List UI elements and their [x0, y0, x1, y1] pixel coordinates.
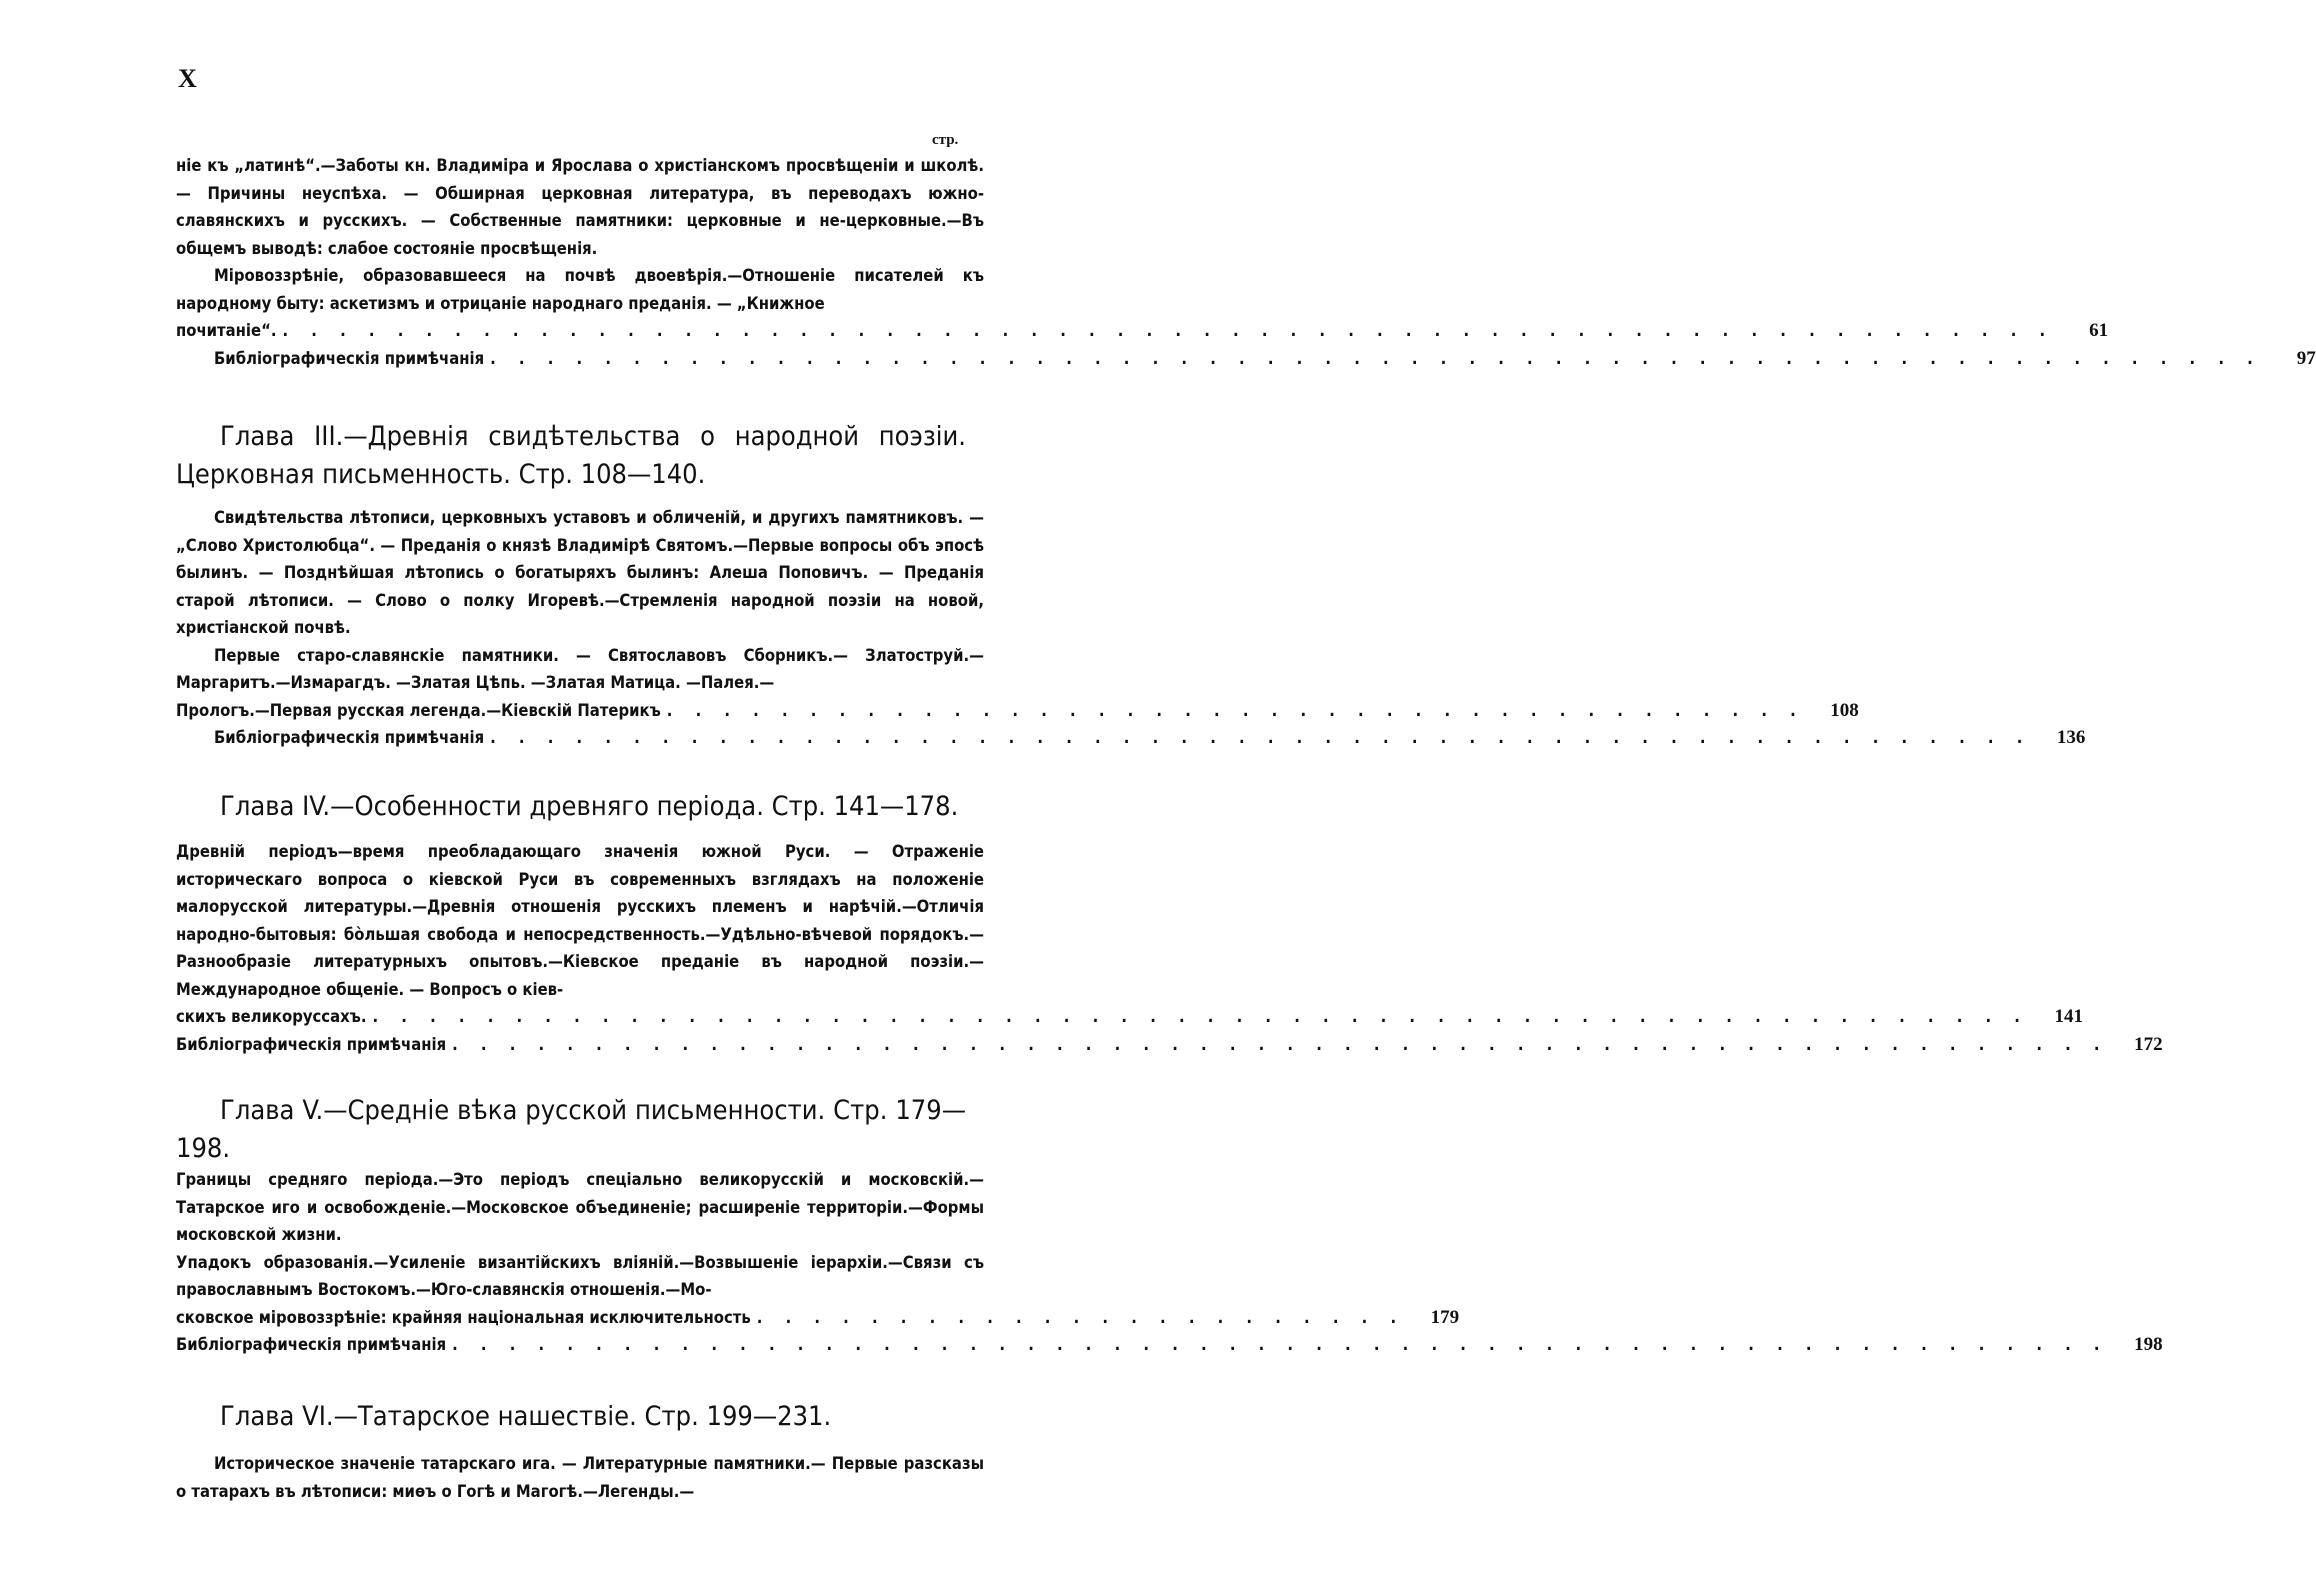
page-number: 141	[2054, 1006, 2083, 1027]
toc-entry-text: Библіографическія примѣчанія	[176, 1034, 447, 1054]
dot-leader: . . . . . . . . . . . . . . . . . . . . . . . . . . . . . . . . . . . . . . . . . . . . . . . . . . . . . .	[490, 728, 2032, 747]
toc-entry-notes	[176, 1331, 2163, 1359]
toc-entry	[176, 317, 2109, 345]
page-number: 136	[2056, 727, 2086, 748]
dot-leader: . . . . . . . . . . . . . . . . . . . . . . . . . . . . . . . . . . . . . . . . . . . . . . . . . . . . . . . . . .	[452, 1335, 2109, 1354]
dot-leader: . . . . . . . . . . . . . . . . . . . . . . .	[756, 1307, 1406, 1327]
toc-entry-notes	[176, 1031, 2163, 1059]
toc-entry	[176, 1304, 1460, 1332]
section-continuation	[176, 152, 2316, 372]
toc-entry	[176, 697, 1859, 725]
toc-entry-text: Библіографическія примѣчанія	[214, 728, 485, 747]
paragraph: Міровоззрѣніе, образовавшееся на почвѣ двоевѣрія.—Отношеніе писателей къ народному быту: аскетизмъ и отрицаніе народнаго преданія. — „Книжное	[176, 266, 984, 313]
paragraph: Древній періодъ—время преобладающаго значенія южной Руси. — Отраженіе историческаго вопроса о кіевской Руси въ современныхъ взглядахъ на положеніе малорусской литературы.—Древнія отношенія русскихъ племенъ и нарѣчій.—Отличія народно-бытовыя: бòльшая свобода и непосредственность.—Удѣльно-вѣчевой порядокъ.—Разнообразіе литературныхъ опытовъ.—Кіевское преданіе въ народной поэзіи.— Международное общеніе. — Вопросъ о кіев-	[176, 842, 984, 999]
paragraph: Первые старо-славянскіе памятники. — Святославовъ Сборникъ.— Златоструй.—Маргаритъ.—Измарагдъ. —Златая Цѣпь. —Златая Матица. —Палея.—	[176, 645, 984, 692]
page-column-label: стр.	[932, 132, 959, 148]
dot-leader: . . . . . . . . . . . . . . . . . . . . . . . . . . . . . . . . . . . . . . . . . . . . . . . . . . . . . . . . . .	[372, 1007, 2029, 1026]
page-number: 179	[1430, 1306, 1460, 1328]
chapter-summary	[176, 504, 2086, 752]
toc-entry-notes	[176, 724, 2086, 752]
toc-entry-text: скихъ великоруссахъ.	[176, 1007, 367, 1026]
chapter-summary	[176, 838, 2163, 1058]
page-number: 108	[1830, 699, 1859, 721]
dot-leader: . . . . . . . . . . . . . . . . . . . . . . . . . . . . . . . . . . . . . . . . . . . . . . . . . . . . . . . . . . . . . .	[490, 348, 2262, 368]
page-number: 198	[2134, 1334, 2163, 1355]
toc-entry-text: Библіографическія примѣчанія	[214, 348, 485, 368]
page-number: 97	[2296, 347, 2316, 369]
toc-entry-text: Библіографическія примѣчанія	[176, 1335, 447, 1354]
chapter-heading: Глава V.—Средніе вѣка русской письменности. Стр. 179—198.	[176, 1095, 966, 1164]
dot-leader: . . . . . . . . . . . . . . . . . . . . . . . . . . . . . . . . . . . . . . . . . . . . . . . . . . . . . . . . . .	[452, 1034, 2109, 1054]
dot-leader: . . . . . . . . . . . . . . . . . . . . . . . . . . . . . . . . . . . . . . . . . . . . . . . . . . . . . . . . . . . . . .	[282, 321, 2055, 340]
page-folio: X	[178, 64, 197, 93]
paragraph: Свидѣтельства лѣтописи, церковныхъ уставовъ и обличеній, и другихъ памятниковъ. — „Слово Христолюбца“. — Преданія о князѣ Владимірѣ Святомъ.—Первые вопросы объ эпосѣ былинъ. — Позднѣйшая лѣтопись о богатыряхъ былинъ: Алеша Поповичъ. — Преданія старой лѣтописи. — Слово о полку Игоревѣ.—Стремленія народной поэзіи на новой, христіанской почвѣ.	[176, 508, 984, 637]
paragraph: Границы средняго періода.—Это періодъ спеціально великорусскій и московскій.—Татарское иго и освобожденіе.—Московское объединеніе; расширеніе территоріи.—Формы московской жизни.	[176, 1170, 984, 1244]
chapter-heading: Глава VI.—Татарское нашествіе. Стр. 199—231.	[220, 1401, 832, 1432]
dot-leader: . . . . . . . . . . . . . . . . . . . . . . . . . . . . . . . . . . . . . . . .	[666, 700, 1805, 720]
toc-entry-text: сковское міровоззрѣніе: крайняя національная исключительность	[176, 1307, 751, 1327]
page-number: 172	[2134, 1033, 2163, 1055]
toc-entry-notes	[176, 345, 2316, 373]
paragraph: Историческое значеніе татарскаго ига. — Литературные памятники.— Первые разсказы о татарахъ въ лѣтописи: миѳъ о Гогѣ и Магогѣ.—Легенды.—	[176, 1454, 984, 1501]
chapter-heading: Глава III.—Древнія свидѣтельства о народной поэзіи. Церковная письменность. Стр. 108—140.	[176, 421, 966, 490]
toc-entry	[176, 1003, 2083, 1031]
paragraph: Упадокъ образованія.—Усиленіе византійскихъ вліяній.—Возвышеніе іерархіи.—Связи съ православнымъ Востокомъ.—Юго-славянскія отношенія.—Мо-	[176, 1252, 984, 1299]
toc-entry-text: почитаніе“.	[176, 321, 277, 340]
chapter-summary	[176, 1450, 984, 1505]
toc-entry-text: Прологъ.—Первая русская легенда.—Кіевскій Патерикъ	[176, 700, 661, 720]
chapter-summary	[176, 1166, 2163, 1359]
page-number: 61	[2089, 320, 2109, 341]
chapter-heading: Глава IV.—Особенности древняго періода. Стр. 141—178.	[220, 791, 959, 822]
paragraph: ніе къ „латинѣ“.—Заботы кн. Владиміра и Ярослава о христіанскомъ просвѣщеніи и школѣ.— Причины неуспѣха. — Обширная церковная литература, въ переводахъ южно-славянскихъ и русскихъ. — Собственные памятники: церковные и не-церковные.—Въ общемъ выводѣ: слабое состояніе просвѣщенія.	[176, 156, 984, 258]
